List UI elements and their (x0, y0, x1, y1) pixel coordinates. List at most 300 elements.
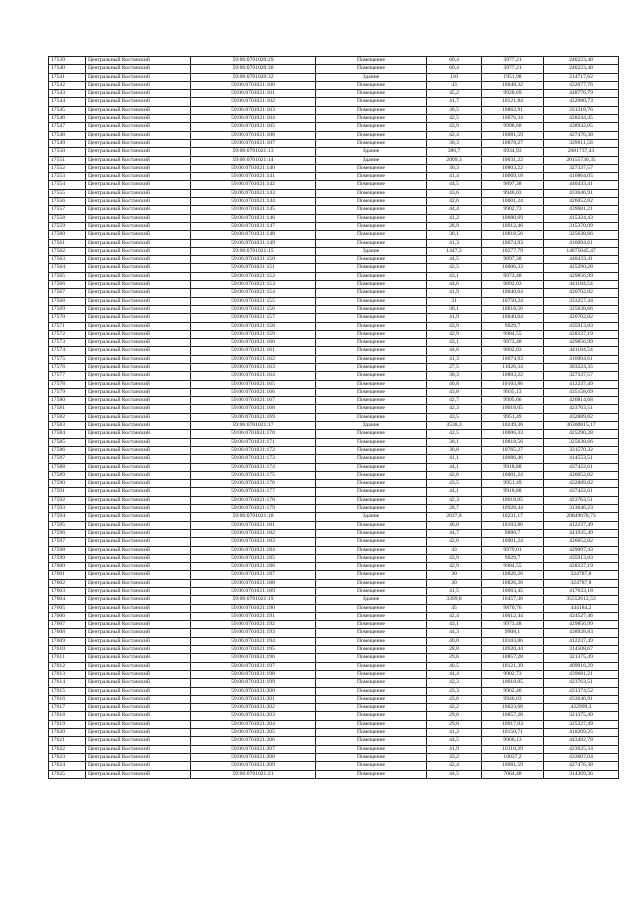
area-cell: 43,5 (427, 480, 482, 488)
area-cell: 42,5 (427, 115, 482, 123)
object-type-cell: Помещение (316, 131, 427, 139)
cadastral-value-cell: 2681737,43 (544, 148, 619, 156)
area-cell: 30,8 (427, 446, 482, 454)
table-row (49, 670, 619, 678)
row-number: 17541 (49, 73, 86, 81)
specific-value-cell: 6934,93 (482, 148, 544, 156)
district-cell: Центральный Костанский (86, 173, 191, 181)
cadastral-number-cell: 59:06:0701020:29 (191, 57, 316, 65)
district-cell: Центральный Костанский (86, 98, 191, 106)
cadastral-number-cell: 59:06:0701021:151 (191, 264, 316, 272)
area-cell: 42,9 (427, 563, 482, 571)
table-row (49, 695, 619, 703)
area-cell: 42,6 (427, 538, 482, 546)
row-number: 17566 (49, 281, 86, 289)
specific-value-cell: 9902,73 (482, 206, 544, 214)
area-cell: 30,3 (427, 164, 482, 172)
object-type-cell: Помещение (316, 729, 427, 737)
area-cell: 41,2 (427, 729, 482, 737)
table-row (49, 720, 619, 728)
object-type-cell: Здание (316, 156, 427, 164)
district-cell: Центральный Костанский (86, 206, 191, 214)
object-type-cell: Помещение (316, 281, 427, 289)
cadastral-number-cell: 59:06:0701021:15 (191, 247, 316, 255)
district-cell: Центральный Костанский (86, 737, 191, 745)
row-number: 17550 (49, 148, 86, 156)
row-number: 17578 (49, 380, 86, 388)
object-type-cell: Помещение (316, 372, 427, 380)
district-cell: Центральный Костанский (86, 753, 191, 761)
cadastral-value-cell: 437422,61 (544, 463, 619, 471)
district-cell: Центральный Костанский (86, 554, 191, 562)
cadastral-number-cell: 59:06:0701021:193 (191, 629, 316, 637)
area-cell: 40,5 (427, 662, 482, 670)
object-type-cell: Помещение (316, 430, 427, 438)
row-number: 17579 (49, 388, 86, 396)
cadastral-value-cell: 417633,18 (544, 588, 619, 596)
area-cell: 40,8 (427, 380, 482, 388)
row-number: 17556 (49, 198, 86, 206)
table-row (49, 753, 619, 761)
area-cell: 44,1 (427, 488, 482, 496)
table-row (49, 596, 619, 604)
cadastral-number-cell: 59:06:0701021:181 (191, 521, 316, 529)
object-type-cell: Помещение (316, 206, 427, 214)
area-cell: 44,5 (427, 737, 482, 745)
area-cell: 3399,8 (427, 596, 482, 604)
specific-value-cell: 10928,44 (482, 505, 544, 513)
district-cell: Центральный Костанский (86, 214, 191, 222)
cadastral-number-cell: 59:06:0701021:206 (191, 737, 316, 745)
row-number: 17548 (49, 131, 86, 139)
specific-value-cell: 10040,64 (482, 289, 544, 297)
cadastral-value-cell: 420702,82 (544, 289, 619, 297)
row-number: 17612 (49, 662, 86, 670)
specific-value-cell: 10826,26 (482, 579, 544, 587)
specific-value-cell: 9973,48 (482, 272, 544, 280)
district-cell: Центральный Костанский (86, 314, 191, 322)
cadastral-value-cell: 422999,3 (544, 704, 619, 712)
row-number: 17549 (49, 139, 86, 147)
object-type-cell: Помещение (316, 753, 427, 761)
area-cell: 30 (427, 571, 482, 579)
cadastral-number-cell: 59:06:0701021:174 (191, 463, 316, 471)
cadastral-number-cell: 59:06:0701021:149 (191, 239, 316, 247)
table-body (49, 57, 619, 779)
district-cell: Центральный Костанский (86, 596, 191, 604)
district-cell: Центральный Костанский (86, 588, 191, 596)
cadastral-value-cell: 426052,82 (544, 538, 619, 546)
row-number: 17601 (49, 571, 86, 579)
row-number: 17574 (49, 347, 86, 355)
district-cell: Центральный Костанский (86, 770, 191, 778)
specific-value-cell: 10074,93 (482, 239, 544, 247)
table-row (49, 98, 619, 106)
cadastral-value-cell: 426052,82 (544, 471, 619, 479)
table-row (49, 762, 619, 770)
row-number: 17590 (49, 480, 86, 488)
cadastral-value-cell: 324787,8 (544, 579, 619, 587)
specific-value-cell: 10037,2 (482, 753, 544, 761)
area-cell: 42,5 (427, 430, 482, 438)
district-cell: Центральный Костанский (86, 397, 191, 405)
area-cell: 43,1 (427, 621, 482, 629)
row-number: 17552 (49, 164, 86, 172)
specific-value-cell: 9886,7 (482, 529, 544, 537)
row-number: 17618 (49, 712, 86, 720)
area-cell: 43,5 (427, 413, 482, 421)
object-type-cell: Помещение (316, 712, 427, 720)
area-cell: 30,1 (427, 231, 482, 239)
cadastral-number-cell: 59:06:0701021:172 (191, 446, 316, 454)
area-cell: 42,4 (427, 612, 482, 620)
area-cell: 31 (427, 297, 482, 305)
cadastral-number-cell: 59:06:0701021:205 (191, 729, 316, 737)
specific-value-cell: 9897,38 (482, 256, 544, 264)
table-row (49, 712, 619, 720)
cadastral-value-cell: 426814,68 (544, 397, 619, 405)
district-cell: Центральный Костанский (86, 156, 191, 164)
cadastral-value-cell: 429856,99 (544, 272, 619, 280)
cadastral-value-cell: 325638,66 (544, 305, 619, 313)
specific-value-cell: 10081,59 (482, 131, 544, 139)
cadastral-number-cell: 59:06:0701021:160 (191, 339, 316, 347)
specific-value-cell: 10006,33 (482, 264, 544, 272)
cadastral-number-cell: 59:06:0701021:194 (191, 637, 316, 645)
table-row (49, 305, 619, 313)
row-number: 17577 (49, 372, 86, 380)
specific-value-cell: 9870,76 (482, 604, 544, 612)
table-row (49, 430, 619, 438)
cadastral-number-cell: 59:06:0701021:164 (191, 372, 316, 380)
specific-value-cell: 10457,36 (482, 596, 544, 604)
row-number: 17558 (49, 214, 86, 222)
district-cell: Центральный Костанский (86, 422, 191, 430)
specific-value-cell: 9897,38 (482, 181, 544, 189)
table-row (49, 637, 619, 645)
area-cell: 44,1 (427, 463, 482, 471)
area-cell: 29,8 (427, 720, 482, 728)
object-type-cell: Помещение (316, 505, 427, 513)
row-number: 17570 (49, 314, 86, 322)
object-type-cell: Помещение (316, 770, 427, 778)
cadastral-number-cell: 59:06:0701020:30 (191, 65, 316, 73)
specific-value-cell: 10917,03 (482, 720, 544, 728)
row-number: 17598 (49, 546, 86, 554)
table-row (49, 413, 619, 421)
table-row (49, 438, 619, 446)
cadastral-number-cell: 59:06:0701021:142 (191, 181, 316, 189)
specific-value-cell: 10080,69 (482, 214, 544, 222)
object-type-cell: Помещение (316, 339, 427, 347)
specific-value-cell: 10803,22 (482, 164, 544, 172)
specific-value-cell: 9935,13 (482, 388, 544, 396)
district-cell: Центральный Костанский (86, 521, 191, 529)
cadastral-value-cell: 423763,51 (544, 405, 619, 413)
table-row (49, 446, 619, 454)
cadastral-number-cell: 59:06:0701021:163 (191, 363, 316, 371)
cadastral-value-cell: 321375,49 (544, 654, 619, 662)
cadastral-value-cell: 420702,82 (544, 314, 619, 322)
cadastral-number-cell: 59:06:0701021:176 (191, 480, 316, 488)
object-type-cell: Здание (316, 148, 427, 156)
specific-value-cell: 9946,03 (482, 189, 544, 197)
cadastral-value-cell: 435913,83 (544, 554, 619, 562)
row-number: 17619 (49, 720, 86, 728)
object-type-cell: Помещение (316, 123, 427, 131)
table-row (49, 704, 619, 712)
specific-value-cell: 10750,24 (482, 297, 544, 305)
area-cell: 30,1 (427, 305, 482, 313)
cadastral-value-cell: 439681,21 (544, 206, 619, 214)
table-row (49, 239, 619, 247)
cadastral-value-cell: 35552612,53 (544, 596, 619, 604)
specific-value-cell: 10912,46 (482, 222, 544, 230)
area-cell: 43,3 (427, 687, 482, 695)
cadastral-value-cell: 432889,82 (544, 413, 619, 421)
object-type-cell: Помещение (316, 762, 427, 770)
cadastral-number-cell: 59:06:0701020:32 (191, 73, 316, 81)
table-row (49, 513, 619, 521)
specific-value-cell: 9892,03 (482, 347, 544, 355)
specific-value-cell: 10818,56 (482, 231, 544, 239)
table-row (49, 164, 619, 172)
object-type-cell: Помещение (316, 90, 427, 98)
cadastral-number-cell: 59:06:0701021:100 (191, 81, 316, 89)
object-type-cell: Помещение (316, 654, 427, 662)
district-cell: Центральный Костанский (86, 256, 191, 264)
row-number: 17606 (49, 612, 86, 620)
area-cell: 45 (427, 604, 482, 612)
specific-value-cell: 10048,32 (482, 81, 544, 89)
district-cell: Центральный Костанский (86, 148, 191, 156)
cadastral-number-cell: 59:06:0701021:106 (191, 131, 316, 139)
cadastral-value-cell: 314369,36 (544, 770, 619, 778)
specific-value-cell: 1951,98 (482, 73, 544, 81)
area-cell: 43,9 (427, 322, 482, 330)
specific-value-cell: 10765,27 (482, 446, 544, 454)
row-number: 17542 (49, 81, 86, 89)
area-cell: 41,9 (427, 289, 482, 297)
cadastral-value-cell: 444184,2 (544, 604, 619, 612)
specific-value-cell: 10878,27 (482, 139, 544, 147)
area-cell: 42,4 (427, 762, 482, 770)
district-cell: Центральный Костанский (86, 438, 191, 446)
table-row (49, 289, 619, 297)
specific-value-cell: 10121,84 (482, 98, 544, 106)
area-cell: 42,3 (427, 405, 482, 413)
cadastral-number-cell: 59:06:0701021:158 (191, 322, 316, 330)
row-number: 17569 (49, 305, 86, 313)
object-type-cell: Помещение (316, 347, 427, 355)
row-number: 17567 (49, 289, 86, 297)
district-cell: Центральный Костанский (86, 720, 191, 728)
table-row (49, 139, 619, 147)
district-cell: Центральный Костанский (86, 712, 191, 720)
table-row (49, 496, 619, 504)
area-cell: 42,3 (427, 679, 482, 687)
object-type-cell: Помещение (316, 496, 427, 504)
row-number: 17625 (49, 770, 86, 778)
specific-value-cell: 9902,73 (482, 670, 544, 678)
cadastral-value-cell: 432077,76 (544, 81, 619, 89)
area-cell: 60,4 (427, 57, 482, 65)
district-cell: Центральный Костанский (86, 65, 191, 73)
table-row (49, 189, 619, 197)
cadastral-number-cell: 59:06:0701021:208 (191, 753, 316, 761)
object-type-cell: Помещение (316, 612, 427, 620)
specific-value-cell: 9918,88 (482, 463, 544, 471)
object-type-cell: Помещение (316, 637, 427, 645)
object-type-cell: Помещение (316, 621, 427, 629)
cadastral-value-cell: 325327,49 (544, 720, 619, 728)
cadastral-value-cell: 428244,45 (544, 115, 619, 123)
row-number: 17616 (49, 695, 86, 703)
table-row (49, 156, 619, 164)
table-row (49, 604, 619, 612)
cadastral-number-cell: 59:06:0701021:192 (191, 621, 316, 629)
object-type-cell: Помещение (316, 272, 427, 280)
object-type-cell: Здание (316, 247, 427, 255)
table-row (49, 538, 619, 546)
row-number: 17595 (49, 521, 86, 529)
table-row (49, 123, 619, 131)
area-cell: 41,5 (427, 588, 482, 596)
area-cell: 44,6 (427, 347, 482, 355)
table-row (49, 612, 619, 620)
cadastral-value-cell: 415324,43 (544, 214, 619, 222)
cadastral-number-cell: 59:06:0701021:168 (191, 405, 316, 413)
specific-value-cell: 9979,01 (482, 546, 544, 554)
cadastral-number-cell: 59:06:0701021:17 (191, 422, 316, 430)
row-number: 17557 (49, 206, 86, 214)
area-cell: 44,5 (427, 770, 482, 778)
object-type-cell: Помещение (316, 488, 427, 496)
cadastral-value-cell: 414553,51 (544, 455, 619, 463)
object-type-cell: Помещение (316, 189, 427, 197)
row-number: 17546 (49, 115, 86, 123)
district-cell: Центральный Костанский (86, 73, 191, 81)
cadastral-number-cell: 59:06:0701021:141 (191, 173, 316, 181)
cadastral-value-cell: 315370,09 (544, 222, 619, 230)
area-cell: 29,6 (427, 654, 482, 662)
row-number: 17545 (49, 106, 86, 114)
row-number: 17605 (49, 604, 86, 612)
cadastral-number-cell: 59:06:0701021:184 (191, 546, 316, 554)
area-cell: 42,2 (427, 704, 482, 712)
specific-value-cell: 9946,03 (482, 695, 544, 703)
specific-value-cell: 10150,71 (482, 729, 544, 737)
row-number: 17571 (49, 322, 86, 330)
cadastral-number-cell: 59:06:0701021:153 (191, 281, 316, 289)
area-cell: 41,2 (427, 214, 482, 222)
specific-value-cell: 10103,86 (482, 521, 544, 529)
object-type-cell: Здание (316, 513, 427, 521)
cadastral-number-cell: 59:06:0701021:107 (191, 139, 316, 147)
cadastral-number-cell: 59:06:0701021:152 (191, 272, 316, 280)
area-cell: 386,7 (427, 148, 482, 156)
table-row (49, 405, 619, 413)
specific-value-cell: 10018,05 (482, 405, 544, 413)
cadastral-value-cell: 240223,48 (544, 65, 619, 73)
object-type-cell: Помещение (316, 538, 427, 546)
area-cell: 41,7 (427, 98, 482, 106)
object-type-cell: Помещение (316, 305, 427, 313)
object-type-cell: Здание (316, 73, 427, 81)
row-number: 17582 (49, 413, 86, 421)
table-row (49, 546, 619, 554)
row-number: 17586 (49, 446, 86, 454)
cadastral-number-cell: 59:06:0701021:14 (191, 156, 316, 164)
cadastral-value-cell: 427476,38 (544, 762, 619, 770)
table-row (49, 256, 619, 264)
table-row (49, 206, 619, 214)
object-type-cell: Помещение (316, 139, 427, 147)
row-number: 17617 (49, 704, 86, 712)
specific-value-cell: 9929,7 (482, 554, 544, 562)
object-type-cell: Помещение (316, 695, 427, 703)
object-type-cell: Помещение (316, 57, 427, 65)
row-number: 17589 (49, 471, 86, 479)
area-cell: 27,5 (427, 363, 482, 371)
district-cell: Центральный Костанский (86, 505, 191, 513)
table-row (49, 729, 619, 737)
cadastral-value-cell: 433646,91 (544, 189, 619, 197)
object-type-cell: Помещение (316, 720, 427, 728)
district-cell: Центральный Костанский (86, 463, 191, 471)
object-type-cell: Помещение (316, 330, 427, 338)
area-cell: 44,3 (427, 629, 482, 637)
cadastral-value-cell: 425290,28 (544, 264, 619, 272)
district-cell: Центральный Костанский (86, 139, 191, 147)
row-number: 17587 (49, 455, 86, 463)
district-cell: Центральный Костанский (86, 81, 191, 89)
cadastral-number-cell: 59:06:0701021:182 (191, 529, 316, 537)
row-number: 17624 (49, 762, 86, 770)
object-type-cell: Помещение (316, 646, 427, 654)
district-cell: Центральный Костанский (86, 189, 191, 197)
cadastral-value-cell: 412237,49 (544, 637, 619, 645)
cadastral-number-cell: 59:06:0701021:197 (191, 662, 316, 670)
document-page (48, 56, 596, 779)
table-row (49, 529, 619, 537)
specific-value-cell: 10001,24 (482, 538, 544, 546)
district-cell: Центральный Костанский (86, 57, 191, 65)
row-number: 17583 (49, 422, 86, 430)
table-row (49, 214, 619, 222)
object-type-cell: Помещение (316, 563, 427, 571)
district-cell: Центральный Костанский (86, 629, 191, 637)
district-cell: Центральный Костанский (86, 322, 191, 330)
district-cell: Центральный Костанский (86, 745, 191, 753)
specific-value-cell: 3977,21 (482, 57, 544, 65)
cadastral-value-cell: 429856,99 (544, 621, 619, 629)
cadastral-value-cell: 428337,19 (544, 330, 619, 338)
row-number: 17607 (49, 621, 86, 629)
district-cell: Центральный Костанский (86, 480, 191, 488)
cadastral-value-cell: 331570,32 (544, 446, 619, 454)
area-cell: 3538,3 (427, 422, 482, 430)
cadastral-number-cell: 59:06:0701021:145 (191, 206, 316, 214)
specific-value-cell: 3977,21 (482, 65, 544, 73)
area-cell: 30 (427, 579, 482, 587)
cadastral-number-cell: 59:06:0701021:162 (191, 355, 316, 363)
cadastral-number-cell: 59:06:0701021:185 (191, 554, 316, 562)
row-number: 17610 (49, 646, 86, 654)
district-cell: Центральный Костанский (86, 646, 191, 654)
district-cell: Центральный Костанский (86, 272, 191, 280)
table-row (49, 388, 619, 396)
